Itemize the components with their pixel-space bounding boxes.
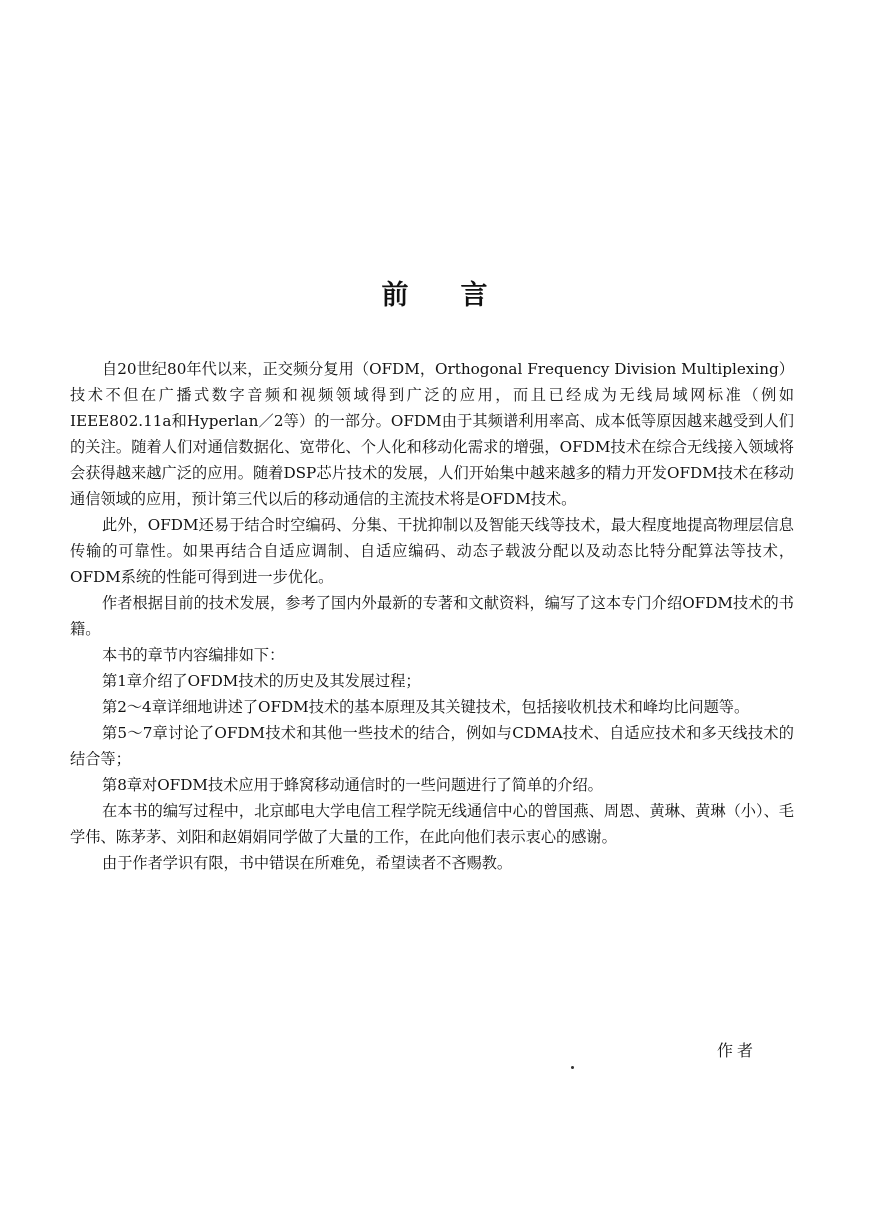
paragraph-chapter-1: 第1章介绍了OFDM技术的历史及其发展过程； <box>102 672 421 690</box>
preface-body <box>70 356 794 876</box>
paragraph-closing: 由于作者学识有限，书中错误在所难免，希望读者不吝赐教。 <box>102 854 513 872</box>
paragraph-combination: 此外，OFDM还易于结合时空编码、分集、干扰抑制以及智能天线等技术，最大程度地提高物理层信息传输的可靠性。如果再结合自适应调制、自适应编码、动态子载波分配以及动态比特分配算法等技术，OFDM系统的性能可得到进一步优化。 <box>70 516 794 586</box>
paragraph-structure-intro: 本书的章节内容编排如下： <box>102 646 285 664</box>
paragraph-chapters-5-7: 第5～7章讨论了OFDM技术和其他一些技术的结合，例如与CDMA技术、自适应技术和多天线技术的结合等； <box>70 724 794 768</box>
paragraph-acknowledgements: 在本书的编写过程中，北京邮电大学电信工程学院无线通信中心的曾国燕、周恩、黄琳、黄琳（小）、毛学伟、陈茅茅、刘阳和赵娟娟同学做了大量的工作，在此向他们表示衷心的感谢。 <box>70 802 794 846</box>
scan-speck <box>571 1066 574 1069</box>
page-title: 前言 <box>381 280 540 311</box>
paragraph-intro: 自20世纪80年代以来，正交频分复用（OFDM，Orthogonal Frequency Division Multiplexing）技术不但在广播式数字音频和视频领域得到广泛的应用，而且已经成为无线局域网标准（例如IEEE802.11a和Hyperlan／2等）的一部分。OFDM由于其频谱利用率高、成本低等原因越来越受到人们的关注。随着人们对通信数据化、宽带化、个人化和移动化需求的增强，OFDM技术在综合无线接入领域将会获得越来越广泛的应用。随着DSP芯片技术的发展，人们开始集中越来越多的精力开发OFDM技术在移动通信领域的应用，预计第三代以后的移动通信的主流技术将是OFDM技术。 <box>70 360 794 508</box>
author-signature: 作者 <box>717 1041 758 1060</box>
paragraph-purpose: 作者根据目前的技术发展，参考了国内外最新的专著和文献资料，编写了这本专门介绍OFDM技术的书籍。 <box>70 594 794 638</box>
paragraph-chapters-2-4: 第2～4章详细地讲述了OFDM技术的基本原理及其关键技术，包括接收机技术和峰均比问题等。 <box>102 698 750 716</box>
paragraph-chapter-8: 第8章对OFDM技术应用于蜂窝移动通信时的一些问题进行了简单的介绍。 <box>102 776 603 794</box>
